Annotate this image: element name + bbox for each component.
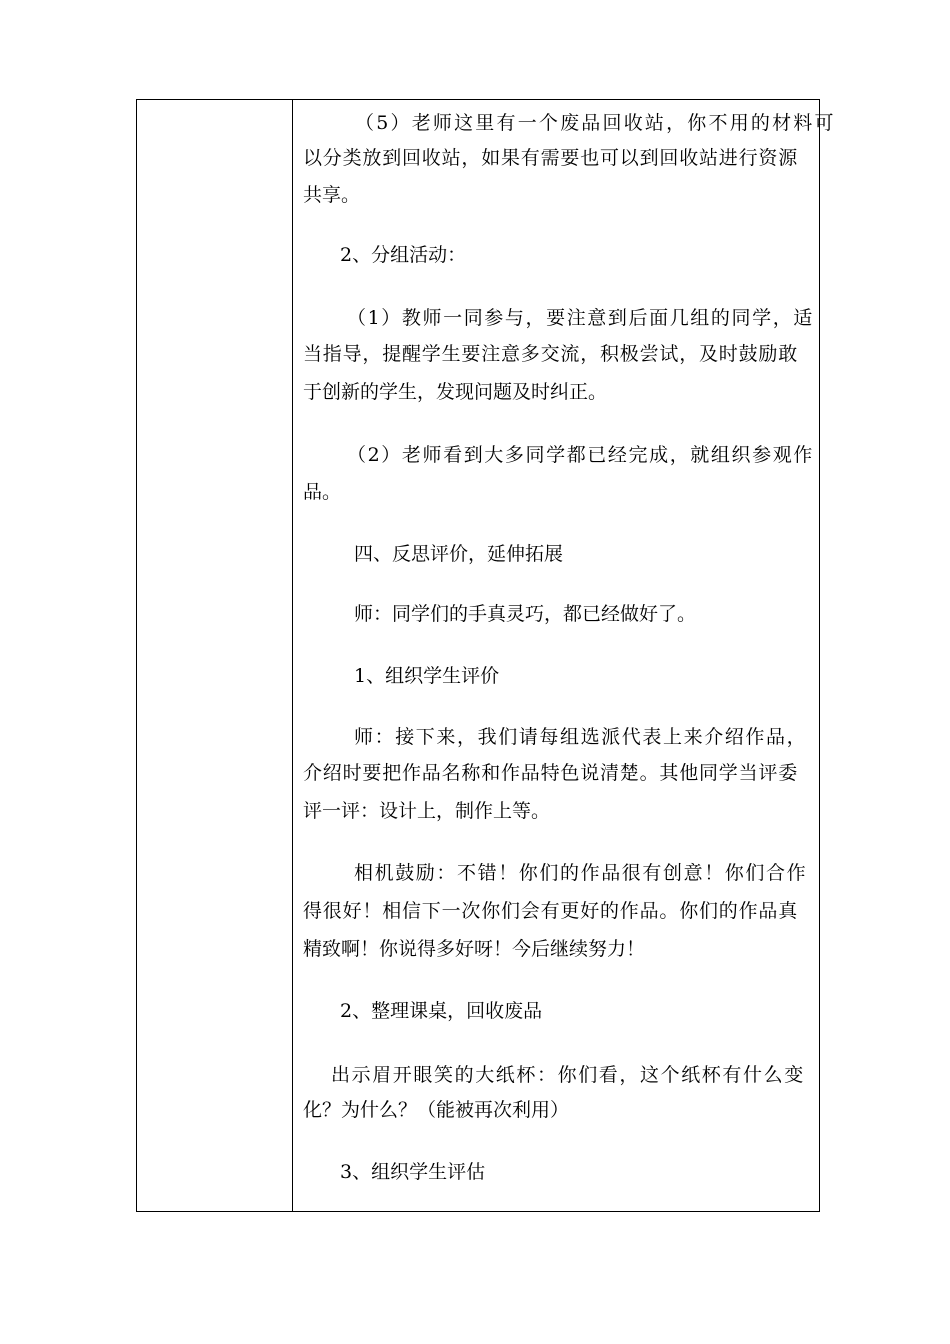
text-line: 师：同学们的手真灵巧，都已经做好了。 [354,603,697,625]
text-line: 1、组织学生评价 [354,665,500,687]
text-line: （1）教师一同参与，要注意到后面几组的同学，适 [347,307,814,329]
text-line: 2、分组活动： [340,244,467,266]
text-line: （5）老师这里有一个废品回收站，你不用的材料可 [355,112,836,134]
table-left-column [137,100,293,1211]
text-line: 得很好！相信下一次你们会有更好的作品。你们的作品真 [303,900,799,922]
text-line: 以分类放到回收站，如果有需要也可以到回收站进行资源 [303,147,799,169]
text-line: 出示眉开眼笑的大纸杯：你们看，这个纸杯有什么变 [331,1064,805,1086]
text-line: 相机鼓励：不错！你们的作品很有创意！你们合作 [354,862,808,884]
text-line: 于创新的学生，发现问题及时纠正。 [303,381,608,403]
text-line: 四、反思评价，延伸拓展 [354,543,564,565]
text-line: 精致啊！你说得多好呀！今后继续努力！ [303,938,646,960]
text-line: 介绍时要把作品名称和作品特色说清楚。其他同学当评委 [303,762,799,784]
text-line: 3、组织学生评估 [340,1161,486,1183]
text-line: （2）老师看到大多同学都已经完成，就组织参观作 [347,444,814,466]
text-line: 评一评：设计上，制作上等。 [303,800,551,822]
text-line: 当指导，提醒学生要注意多交流，积极尝试，及时鼓励敢 [303,343,799,365]
text-line: 2、整理课桌，回收废品 [340,1000,543,1022]
text-line: 师：接下来，我们请每组选派代表上来介绍作品， [354,726,808,748]
lesson-table [136,99,836,1212]
text-line: 品。 [303,481,342,503]
text-line: 化？为什么？（能被再次利用） [303,1099,570,1121]
text-line: 共享。 [303,184,361,206]
